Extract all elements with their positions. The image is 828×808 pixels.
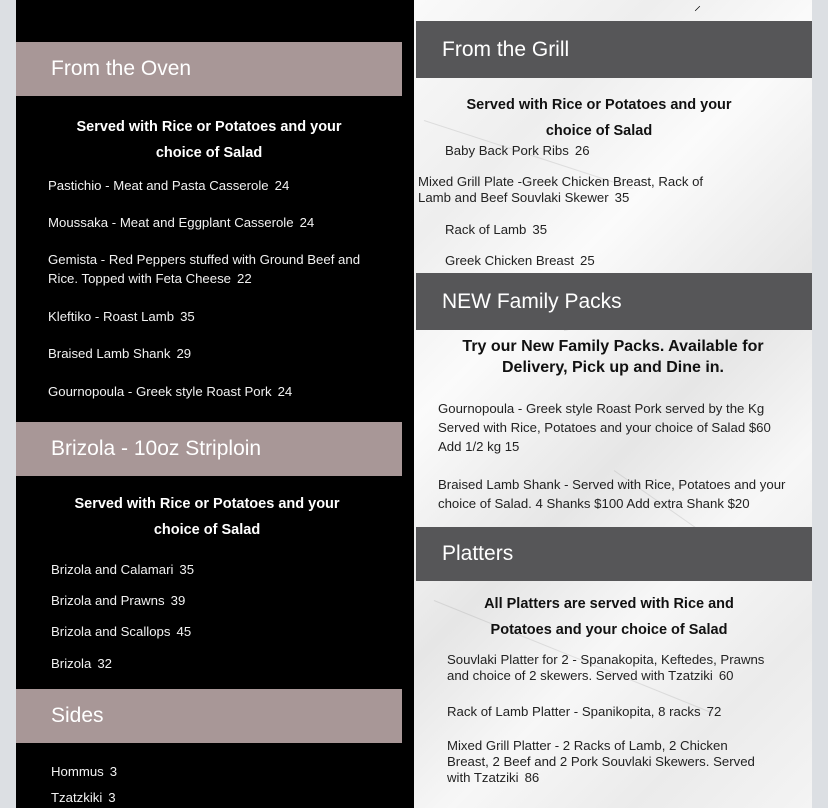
item-name: Braised Lamb Shank <box>48 346 171 361</box>
item-name-line1: Gemista - Red Peppers stuffed with Ground Beef and <box>48 252 361 267</box>
left-menu-page <box>16 0 414 808</box>
decorative-mark: ⸝ <box>694 0 701 13</box>
menu-item <box>447 702 721 721</box>
item-price: 26 <box>574 143 590 158</box>
item-line: Add 1/2 kg 15 <box>438 439 520 454</box>
platters-subtitle-line1: All Platters are served with Rice and <box>484 596 734 612</box>
sides-section-header <box>16 689 402 743</box>
item-name: Moussaka - Meat and Eggplant Casserole <box>48 215 294 230</box>
family-packs-title: NEW Family Packs <box>442 290 622 313</box>
menu-item <box>447 738 755 786</box>
oven-title: From the Oven <box>51 57 192 80</box>
item-price: 29 <box>176 346 192 361</box>
menu-item <box>51 762 117 781</box>
item-name: Baby Back Pork Ribs <box>445 143 569 158</box>
item-line: with Tzatziki <box>447 770 519 785</box>
family-subtitle-line1: Try our New Family Packs. Available for <box>462 338 764 355</box>
menu-item <box>445 141 590 160</box>
item-name: Brizola and Prawns <box>51 593 165 608</box>
item-name: Rack of Lamb Platter - Spanikopita, 8 racks <box>447 704 701 719</box>
grill-subtitle <box>444 92 754 144</box>
item-price: 45 <box>176 624 192 639</box>
item-name: Brizola and Calamari <box>51 562 174 577</box>
platters-subtitle-line2: Potatoes and your choice of Salad <box>490 622 728 638</box>
item-price: 3 <box>108 790 116 805</box>
item-price: 35 <box>614 190 630 205</box>
item-name: Hommus <box>51 764 104 779</box>
oven-subtitle <box>16 114 402 166</box>
grill-subtitle-line2: choice of Salad <box>545 123 653 139</box>
item-line: Served with Rice, Potatoes and your choice of Salad $60 <box>438 420 771 435</box>
item-name: Brizola and Scallops <box>51 624 171 639</box>
menu-item <box>51 622 191 641</box>
family-packs-section-header <box>416 273 812 330</box>
oven-section-header <box>16 42 402 96</box>
sides-title: Sides <box>51 704 104 727</box>
item-line: Gournopoula - Greek style Roast Pork served by the Kg <box>438 401 765 416</box>
brizola-subtitle-line1: Served with Rice or Potatoes and your <box>74 496 340 512</box>
item-line: choice of Salad. 4 Shanks $100 Add extra Shank $20 <box>438 496 750 511</box>
brizola-title: Brizola - 10oz Striploin <box>51 437 262 460</box>
item-name-line2: Lamb and Beef Souvlaki Skewer <box>418 190 609 205</box>
item-price: 24 <box>277 384 293 399</box>
item-name: Rack of Lamb <box>445 222 527 237</box>
item-price: 3 <box>109 764 118 779</box>
menu-item <box>48 176 289 195</box>
item-price: 86 <box>524 770 540 785</box>
item-price: 35 <box>180 309 195 324</box>
menu-item <box>48 382 292 401</box>
item-name: Brizola <box>51 656 92 671</box>
menu-item <box>48 213 314 232</box>
item-price: 72 <box>706 704 722 719</box>
item-name: Pastichio - Meat and Pasta Casserole <box>48 178 269 193</box>
menu-item <box>51 591 185 610</box>
oven-subtitle-line2: choice of Salad <box>155 145 263 161</box>
oven-subtitle-line1: Served with Rice or Potatoes and your <box>76 119 342 135</box>
item-line: and choice of 2 skewers. Served with Tzatziki <box>447 668 713 683</box>
brizola-section-header <box>16 422 402 476</box>
item-price: 22 <box>237 271 252 286</box>
brizola-subtitle <box>16 491 398 543</box>
menu-item <box>48 344 191 363</box>
item-name: Kleftiko - Roast Lamb <box>48 309 175 324</box>
item-price: 35 <box>179 562 195 577</box>
platters-title: Platters <box>442 542 514 565</box>
brizola-subtitle-line2: choice of Salad <box>153 522 261 538</box>
item-price: 25 <box>580 253 595 268</box>
menu-item <box>418 174 703 206</box>
item-name-line2: Rice. Topped with Feta Cheese <box>48 271 232 286</box>
menu-item <box>438 399 771 456</box>
menu-item <box>445 251 595 270</box>
item-line: Breast, 2 Beef and 2 Pork Souvlaki Skewers. Served <box>447 754 755 769</box>
item-line: Souvlaki Platter for 2 - Spanakopita, Keftedes, Prawns <box>447 652 765 667</box>
item-price: 32 <box>97 656 112 671</box>
family-packs-subtitle <box>414 336 812 378</box>
item-name: Tzatzkiki <box>51 790 103 805</box>
menu-item <box>51 788 116 807</box>
grill-section-header <box>416 21 812 78</box>
platters-section-header <box>416 527 812 581</box>
menu-item <box>51 560 194 579</box>
menu-item <box>438 475 785 513</box>
platters-subtitle <box>454 591 764 643</box>
item-line: Mixed Grill Platter - 2 Racks of Lamb, 2 Chicken <box>447 738 728 753</box>
item-price: 24 <box>274 178 290 193</box>
right-menu-page <box>414 0 812 808</box>
item-name: Greek Chicken Breast <box>445 253 574 268</box>
menu-item <box>447 652 764 684</box>
menu-item <box>48 307 195 326</box>
item-name: Gournopoula - Greek style Roast Pork <box>48 384 272 399</box>
item-price: 39 <box>170 593 186 608</box>
family-subtitle-line2: Delivery, Pick up and Dine in. <box>502 359 724 376</box>
menu-item <box>51 654 112 673</box>
item-line: Braised Lamb Shank - Served with Rice, Potatoes and your <box>438 477 786 492</box>
item-price: 60 <box>718 668 734 683</box>
grill-subtitle-line1: Served with Rice or Potatoes and your <box>466 97 732 113</box>
item-price: 35 <box>532 222 548 237</box>
menu-item <box>48 250 360 288</box>
menu-item <box>445 220 547 239</box>
grill-title: From the Grill <box>442 38 570 61</box>
item-name-line1: Mixed Grill Plate -Greek Chicken Breast, Rack of <box>418 174 704 189</box>
item-price: 24 <box>299 215 315 230</box>
